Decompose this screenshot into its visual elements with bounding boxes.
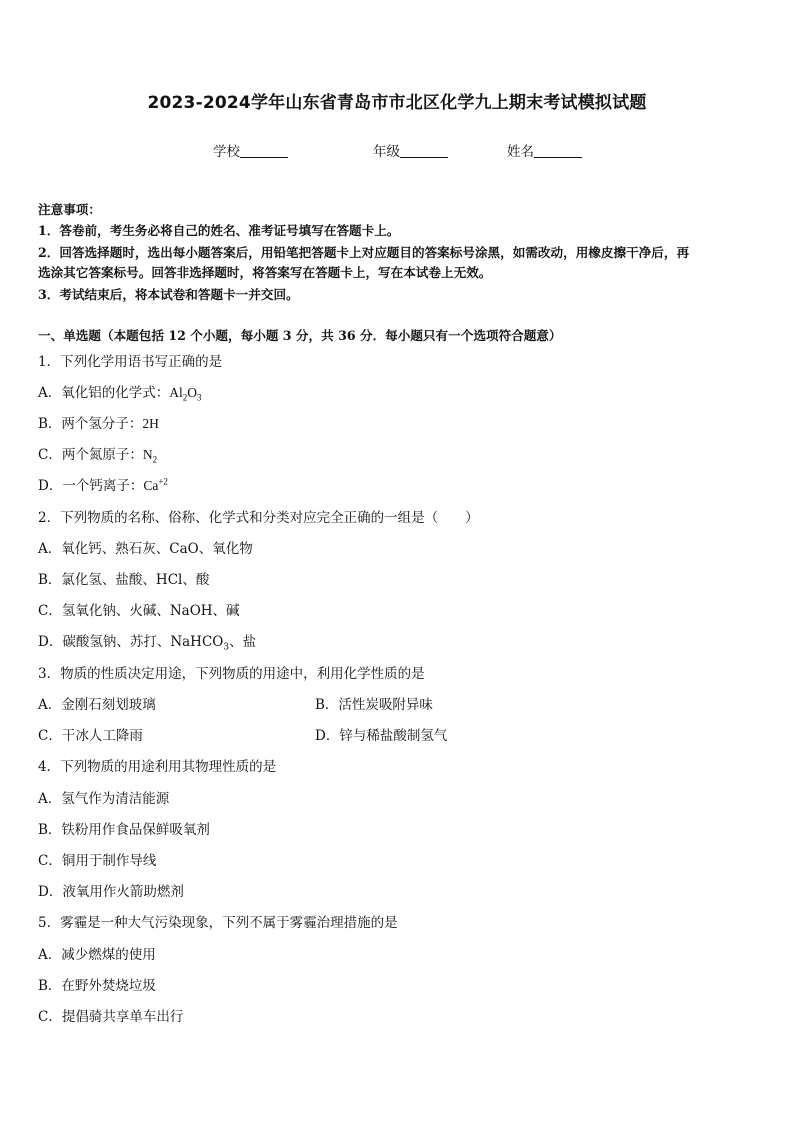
question-2-option-b: B．氯化氢、盐酸、HCl、酸 xyxy=(38,572,210,588)
question-4-option-d: D．液氧用作火箭助燃剂 xyxy=(38,884,184,900)
question-1-option-c xyxy=(38,445,760,465)
question-2-stem: 2．下列物质的名称、俗称、化学式和分类对应完全正确的一组是（ ） xyxy=(38,510,479,526)
question-5-option-c: C．提倡骑共享单车出行 xyxy=(38,1009,184,1025)
notice-item-3: 3．考试结束后，将本试卷和答题卡一并交回。 xyxy=(38,287,299,302)
section-heading: 一、单选题（本题包括 12 个小题，每小题 3 分，共 36 分．每小题只有一个选项符合题意） xyxy=(38,328,562,343)
grade-label: 年级 xyxy=(373,144,400,160)
question-5-option-b: B．在野外焚烧垃圾 xyxy=(38,978,156,994)
question-3-option-a: A．金刚石刻划玻璃 xyxy=(38,697,156,713)
question-3-option-d: D．锌与稀盐酸制氢气 xyxy=(315,728,448,744)
option-text: B．两个氢分子： xyxy=(38,416,143,432)
question-4-option-b: B．铁粉用作食品保鲜吸氧剂 xyxy=(38,822,210,838)
name-field xyxy=(507,140,582,160)
question-1-option-d xyxy=(38,476,760,496)
question-4-option-c: C．铜用于制作导线 xyxy=(38,853,157,869)
notice-item-2-line-1: 2．回答选择题时，选出每小题答案后，用铅笔把答题卡上对应题目的答案标号涂黑，如需改动，用橡皮擦干净后，再 xyxy=(38,245,690,260)
question-3-option-b: B．活性炭吸附异味 xyxy=(315,697,433,713)
school-field xyxy=(213,140,288,160)
school-blank xyxy=(240,143,288,158)
question-1-stem: 1．下列化学用语书写正确的是 xyxy=(38,354,223,370)
question-3-stem: 3．物质的性质决定用途，下列物质的用途中，利用化学性质的是 xyxy=(38,666,425,682)
notice-item-2-line-2: 选涂其它答案标号。回答非选择题时，将答案写在答题卡上，写在本试卷上无效。 xyxy=(38,265,492,280)
formula: 2H xyxy=(142,416,159,431)
question-2-option-d: D．碳酸氢钠、苏打、NaHCO$_3$、盐 xyxy=(38,634,257,653)
notice-heading: 注意事项： xyxy=(38,202,101,217)
formula: $N_2$ xyxy=(142,447,158,465)
notice-item-1: 1．答卷前，考生务必将自己的姓名、准考证号填写在答题卡上。 xyxy=(38,223,400,238)
name-blank xyxy=(534,143,582,158)
question-5-stem: 5．雾霾是一种大气污染现象，下列不属于雾霾治理措施的是 xyxy=(38,915,398,931)
option-text: D．一个钙离子： xyxy=(38,478,144,494)
question-2-option-a: A．氧化钙、熟石灰、CaO、氧化物 xyxy=(38,541,253,557)
question-4-stem: 4．下列物质的用途利用其物理性质的是 xyxy=(38,759,277,775)
option-text: C．两个氮原子： xyxy=(38,447,143,463)
grade-field xyxy=(373,140,448,160)
option-text: A．氧化铝的化学式： xyxy=(38,385,170,401)
question-5-option-a: A．减少燃煤的使用 xyxy=(38,947,156,963)
page-title: 2023-2024学年山东省青岛市市北区化学九上期末考试模拟试题 xyxy=(147,93,647,113)
question-1-option-b xyxy=(38,414,760,434)
question-2-option-c: C．氢氧化钠、火碱、NaOH、碱 xyxy=(38,603,240,619)
question-1-option-a xyxy=(38,383,760,403)
name-label: 姓名 xyxy=(507,144,534,160)
question-4-option-a: A．氢气作为清洁能源 xyxy=(38,791,170,807)
grade-blank xyxy=(400,143,448,158)
formula: $Al_2O_3$ xyxy=(169,385,202,403)
school-label: 学校 xyxy=(213,144,240,160)
formula: $Ca^{+2}$ xyxy=(143,476,168,493)
question-3-option-c: C．干冰人工降雨 xyxy=(38,728,143,744)
